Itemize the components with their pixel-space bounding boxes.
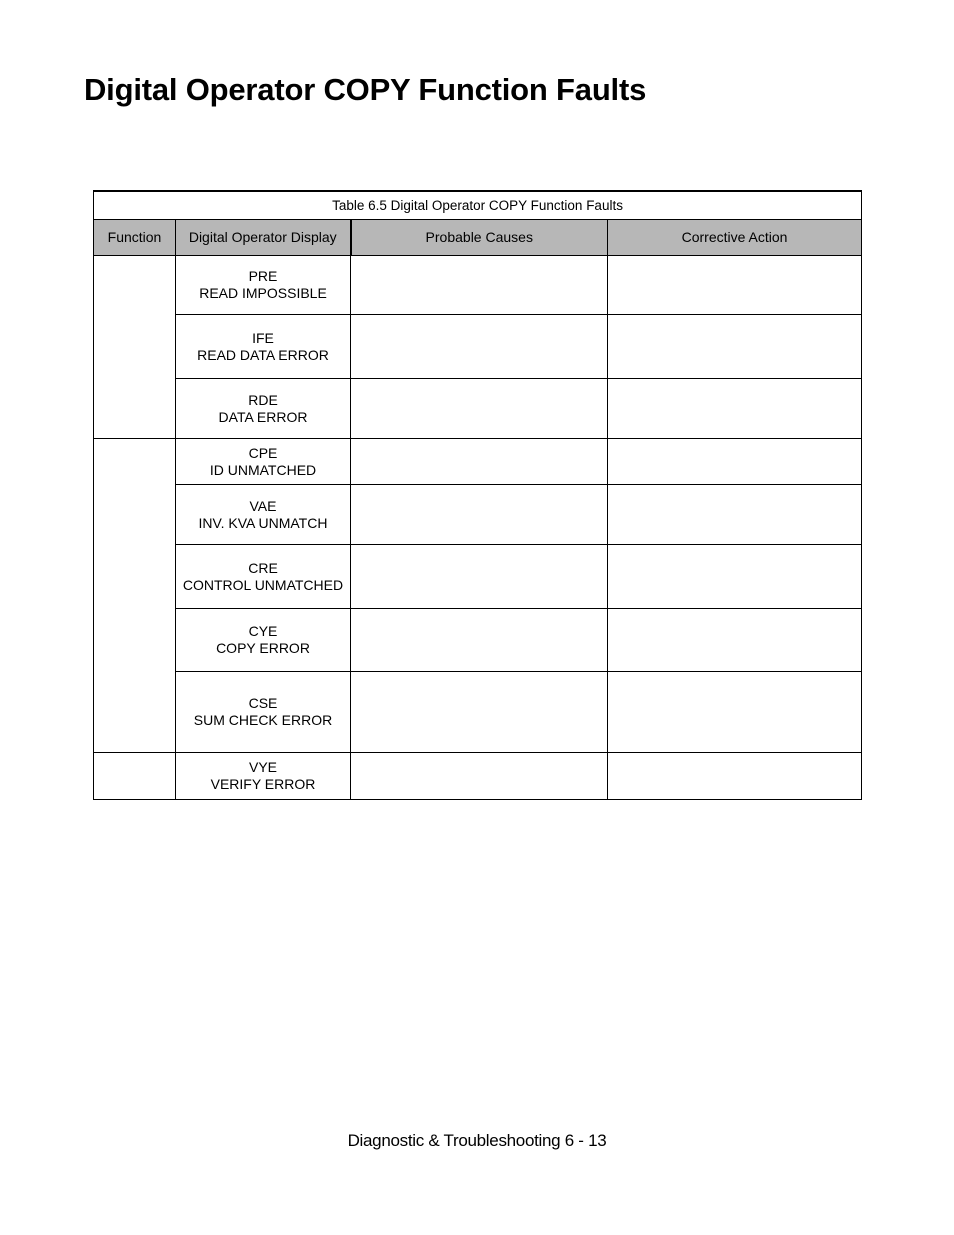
table-row	[94, 753, 862, 800]
action-cell	[608, 485, 862, 545]
table-row	[94, 439, 862, 485]
function-cell	[94, 439, 176, 753]
table-caption-row	[94, 191, 862, 220]
table-row	[94, 256, 862, 315]
fault-code: IFE	[252, 329, 274, 346]
table-row	[94, 379, 862, 439]
fault-code: VYE	[248, 759, 277, 775]
display-cell	[176, 672, 351, 753]
display-cell	[176, 753, 351, 800]
fault-description: INV. KVA UNMATCH	[198, 514, 328, 531]
page-title: Digital Operator COPY Function Faults	[84, 72, 647, 107]
fault-description: DATA ERROR	[218, 408, 308, 425]
causes-cell	[351, 256, 608, 315]
display-cell	[176, 256, 351, 315]
display-cell	[176, 485, 351, 545]
fault-description: READ DATA ERROR	[197, 346, 329, 363]
causes-cell	[351, 672, 608, 753]
action-cell	[608, 379, 862, 439]
fault-description: VERIFY ERROR	[210, 776, 316, 792]
causes-cell	[351, 545, 608, 609]
table-header-row	[94, 220, 862, 256]
action-cell	[608, 439, 862, 485]
action-cell	[608, 753, 862, 800]
header-action: Corrective Action	[608, 220, 862, 256]
action-cell	[608, 672, 862, 753]
table-row	[94, 485, 862, 545]
fault-code: CYE	[248, 623, 278, 639]
fault-code: PRE	[248, 268, 278, 284]
table-row	[94, 672, 862, 753]
action-cell	[608, 256, 862, 315]
display-cell	[176, 379, 351, 439]
causes-cell	[351, 485, 608, 545]
fault-description: SUM CHECK ERROR	[193, 712, 333, 728]
table-row	[94, 545, 862, 609]
header-display: Digital Operator Display	[176, 220, 351, 256]
fault-code: CSE	[248, 695, 278, 711]
action-cell	[608, 315, 862, 379]
fault-description: ID UNMATCHED	[209, 461, 317, 478]
table-caption: Table 6.5 Digital Operator COPY Function Faults	[94, 191, 862, 220]
fault-code: CPE	[248, 444, 278, 461]
page-footer: Diagnostic & Troubleshooting 6 - 13	[347, 1131, 607, 1150]
fault-description: COPY ERROR	[216, 640, 310, 656]
causes-cell	[351, 315, 608, 379]
causes-cell	[351, 753, 608, 800]
display-cell	[176, 545, 351, 609]
fault-description: CONTROL UNMATCHED	[182, 576, 344, 593]
fault-code: RDE	[248, 391, 278, 408]
display-cell	[176, 315, 351, 379]
causes-cell	[351, 439, 608, 485]
function-cell	[94, 753, 176, 800]
fault-code: VAE	[249, 497, 277, 514]
fault-description: READ IMPOSSIBLE	[199, 285, 327, 301]
display-cell	[176, 609, 351, 672]
causes-cell	[351, 379, 608, 439]
action-cell	[608, 545, 862, 609]
header-causes: Probable Causes	[351, 220, 608, 256]
causes-cell	[351, 609, 608, 672]
table-row	[94, 315, 862, 379]
header-function: Function	[94, 220, 176, 256]
function-cell	[94, 256, 176, 439]
action-cell	[608, 609, 862, 672]
fault-code: CRE	[248, 559, 278, 576]
display-cell	[176, 439, 351, 485]
table-row	[94, 609, 862, 672]
copy-function-faults-table	[93, 190, 862, 800]
